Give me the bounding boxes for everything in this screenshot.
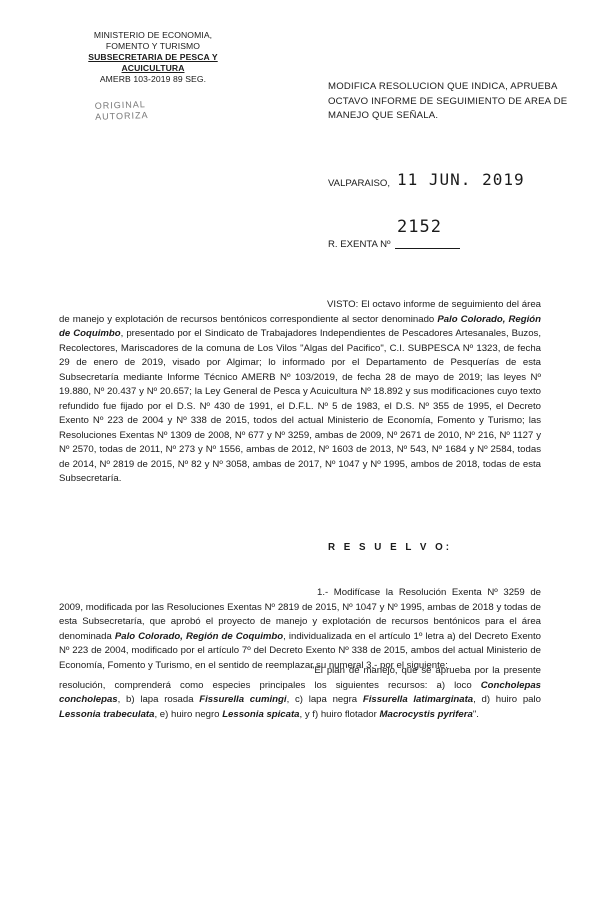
visto-sector: Palo Colorado, Región de Coquimbo	[59, 313, 541, 339]
quote-text-2: , b) lapa rosada	[117, 694, 200, 705]
species-3: Fissurella latimarginata	[362, 694, 474, 705]
resolution-number: 2152	[397, 217, 442, 237]
visto-text-2: , presentado por el Sindicato de Trabajadores Independientes de Pescadores Artesanales, Buzos, Recolectores, Mariscadores de la comuna de Los Vilos "Algas del Pacifico", C.I. SUBPESCA Nº 1323, de fecha 29 de enero de 2019, visado por Algimar; lo informado por el Departamento de Pesquerías de esta Subsecretaría mediante Informe Técnico AMERB Nº 103/2019, de fecha 28 de mayo de 2019; las leyes Nº 19.880, Nº 20.437 y Nº 20.657; la Ley General de Pesca y Acuicultura Nº 18.892 y sus modificaciones cuyo texto refundido fue fijado por el D.S. Nº 430 de 1991, el D.F.L. Nº 5 de 1983, el D.S. Nº 355 de 1995, el Decreto Exento Nº 223 de 2004 y Nº 338 de 2015, todos del actual Ministerio de Economía, Fomento y Turismo; las Resoluciones Exentas Nº 1309 de 2008, Nº 677 y Nº 3259, ambas de 2009, Nº 2671 de 2010, Nº 216, Nº 1127 y Nº 2570, todas de 2011, Nº 273 y Nº 1556, ambas de 2012, Nº 1603 de 2013, Nº 543, Nº 1684 y Nº 2584, todas de 2014, Nº 2819 de 2015, Nº 82 y Nº 3058, ambas de 2017, Nº 1047 y Nº 1995, ambos de 2018, todas de esta Subsecretaría.	[59, 328, 541, 484]
species-5: Lessonia spicata	[222, 708, 300, 720]
article-1-sector: Palo Colorado, Región de Coquimbo	[114, 630, 284, 642]
visto-text-1: VISTO: El octavo informe de seguimiento del área de manejo y explotación de recursos bentónicos correspondiente al sector denominado	[59, 299, 541, 325]
resolution-subject: MODIFICA RESOLUCION QUE INDICA, APRUEBA OCTAVO INFORME DE SEGUIMIENTO DE AREA DE MANEJO QUE SEÑALA.	[328, 81, 568, 121]
quote-text-7: ".	[472, 708, 479, 720]
resolution-label: R. EXENTA Nº	[328, 239, 391, 250]
resuelvo-heading: R E S U E L V O:	[328, 542, 453, 553]
subsecretaria-line: SUBSECRETARIA DE PESCA Y ACUICULTURA	[88, 52, 218, 73]
quote-text-6: , y f) huiro flotador	[299, 708, 380, 720]
article-1-paragraph	[59, 586, 541, 673]
stamp-line-1: ORIGINAL	[94, 99, 146, 111]
quote-text-3: , c) lapa negra	[286, 694, 363, 705]
quote-text-4: , d) huiro palo	[473, 694, 541, 705]
number-underline	[395, 248, 460, 249]
article-1-text-1: 1.- Modifícase la Resolución Exenta Nº 3259 de 2009, modificada por las Resoluciones Exentas Nº 2819 de 2015, Nº 1047 y Nº 1995, ambas de 2018 y todas de esta Subsecretaría, que aprobó el proyecto de manejo y explotación de recursos bentónicos para el área denominada	[59, 587, 541, 642]
visto-paragraph	[59, 298, 541, 487]
letterhead	[58, 30, 248, 85]
quote-text-1: "El plan de manejo, que se aprueba por la presente resolución, comprenderá como especies principales los siguientes recursos: a) loco	[59, 665, 541, 691]
authorization-stamp	[95, 99, 149, 123]
resolution-date: 11 JUN. 2019	[397, 170, 525, 189]
quoted-paragraph	[59, 664, 541, 722]
stamp-line-2: AUTORIZA	[95, 110, 149, 122]
species-1: Concholepas concholepas	[59, 679, 541, 705]
species-2: Fissurella cumingi	[199, 694, 287, 705]
reference-code: AMERB 103-2019 89 SEG.	[99, 74, 207, 84]
species-6: Macrocystis pyrifera	[379, 708, 473, 720]
place-label: VALPARAISO,	[328, 178, 391, 189]
article-1-text-2: , individualizada en el artículo 1º letra a) del Decreto Exento Nº 223 de 2004, modificado por el artículo 7º del Decreto Exento Nº 338 de 2015, ambos del actual Ministerio de Economía, Fomento y Turismo, en el sentido de reemplazar su numeral 3.- por el siguiente:	[59, 630, 541, 671]
ministry-line-2: FOMENTO Y TURISMO	[105, 41, 201, 51]
ministry-line: MINISTERIO DE ECONOMIA,	[93, 30, 213, 40]
quote-text-5: , e) huiro negro	[154, 708, 223, 720]
species-4: Lessonia trabeculata	[59, 708, 155, 720]
